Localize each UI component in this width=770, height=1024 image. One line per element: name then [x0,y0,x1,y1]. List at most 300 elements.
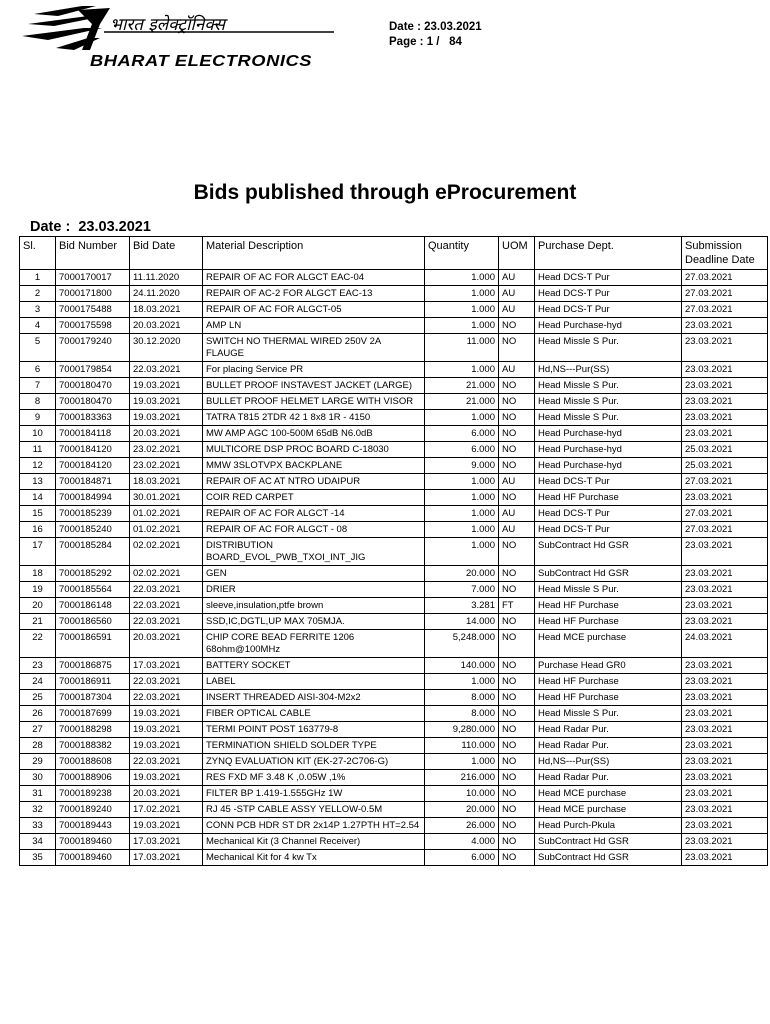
cell-sl: 25 [20,690,56,706]
cell-purchase-dept: Head HF Purchase [535,598,682,614]
cell-purchase-dept: Head Missle S Pur. [535,582,682,598]
cell-bid-number: 7000180470 [56,378,130,394]
cell-bid-date: 20.03.2021 [130,630,203,658]
cell-purchase-dept: SubContract Hd GSR [535,538,682,566]
cell-bid-number: 7000184871 [56,474,130,490]
cell-quantity: 1.000 [425,754,499,770]
bel-logo-graphic [18,4,348,70]
cell-sl: 14 [20,490,56,506]
cell-quantity: 1.000 [425,318,499,334]
cell-sl: 35 [20,850,56,866]
cell-quantity: 6.000 [425,426,499,442]
cell-material-description: MMW 3SLOTVPX BACKPLANE [203,458,425,474]
cell-submission-deadline: 23.03.2021 [682,426,768,442]
cell-submission-deadline: 23.03.2021 [682,598,768,614]
cell-quantity: 1.000 [425,270,499,286]
table-row [20,458,768,474]
cell-material-description: DRIER [203,582,425,598]
cell-bid-number: 7000189460 [56,834,130,850]
cell-bid-date: 23.02.2021 [130,458,203,474]
cell-purchase-dept: Hd,NS---Pur(SS) [535,362,682,378]
cell-sl: 17 [20,538,56,566]
cell-purchase-dept: Head Missle S Pur. [535,410,682,426]
cell-bid-number: 7000184118 [56,426,130,442]
cell-material-description: DISTRIBUTION BOARD_EVOL_PWB_TXOI_INT_JIG [203,538,425,566]
cell-uom: NO [499,850,535,866]
cell-quantity: 14.000 [425,614,499,630]
cell-purchase-dept: Head Missle S Pur. [535,706,682,722]
table-row [20,658,768,674]
cell-uom: NO [499,630,535,658]
table-row [20,318,768,334]
cell-quantity: 5,248.000 [425,630,499,658]
cell-quantity: 216.000 [425,770,499,786]
cell-bid-date: 22.03.2021 [130,754,203,770]
cell-sl: 8 [20,394,56,410]
cell-bid-number: 7000180470 [56,394,130,410]
cell-bid-date: 17.03.2021 [130,850,203,866]
cell-bid-number: 7000171800 [56,286,130,302]
cell-uom: AU [499,474,535,490]
cell-bid-number: 7000175598 [56,318,130,334]
cell-submission-deadline: 23.03.2021 [682,818,768,834]
cell-bid-number: 7000187304 [56,690,130,706]
cell-purchase-dept: Head Purchase-hyd [535,442,682,458]
cell-submission-deadline: 23.03.2021 [682,754,768,770]
cell-sl: 30 [20,770,56,786]
cell-bid-date: 22.03.2021 [130,614,203,630]
header-meta [389,20,482,50]
cell-bid-date: 11.11.2020 [130,270,203,286]
cell-purchase-dept: Hd,NS---Pur(SS) [535,754,682,770]
cell-submission-deadline: 23.03.2021 [682,786,768,802]
cell-uom: NO [499,426,535,442]
cell-bid-number: 7000189240 [56,802,130,818]
cell-bid-date: 17.03.2021 [130,658,203,674]
cell-purchase-dept: Head Purchase-hyd [535,426,682,442]
cell-sl: 21 [20,614,56,630]
cell-purchase-dept: Head Missle S Pur. [535,378,682,394]
cell-submission-deadline: 25.03.2021 [682,442,768,458]
table-row [20,690,768,706]
cell-material-description: RES FXD MF 3.48 K ,0.05W ,1% [203,770,425,786]
report-date: Date : 23.03.2021 [30,219,151,235]
cell-sl: 4 [20,318,56,334]
cell-sl: 9 [20,410,56,426]
cell-bid-number: 7000185564 [56,582,130,598]
cell-bid-date: 02.02.2021 [130,566,203,582]
cell-quantity: 9.000 [425,458,499,474]
cell-quantity: 1.000 [425,506,499,522]
cell-uom: NO [499,318,535,334]
cell-purchase-dept: Head DCS-T Pur [535,474,682,490]
cell-material-description: FIBER OPTICAL CABLE [203,706,425,722]
cell-purchase-dept: Head Missle S Pur. [535,334,682,362]
cell-uom: NO [499,566,535,582]
cell-purchase-dept: Head Radar Pur. [535,770,682,786]
cell-bid-date: 01.02.2021 [130,522,203,538]
cell-material-description: REPAIR OF AC-2 FOR ALGCT EAC-13 [203,286,425,302]
cell-submission-deadline: 23.03.2021 [682,538,768,566]
cell-sl: 24 [20,674,56,690]
cell-quantity: 10.000 [425,786,499,802]
table-row [20,738,768,754]
cell-submission-deadline: 25.03.2021 [682,458,768,474]
header-date: Date : 23.03.2021 [389,21,482,33]
page-title: Bids published through eProcurement [193,181,577,204]
cell-bid-date: 30.01.2021 [130,490,203,506]
table-row [20,834,768,850]
cell-quantity: 6.000 [425,442,499,458]
cell-bid-number: 7000185240 [56,522,130,538]
cell-bid-date: 19.03.2021 [130,770,203,786]
table-row [20,378,768,394]
cell-bid-date: 19.03.2021 [130,706,203,722]
cell-uom: AU [499,302,535,318]
cell-sl: 34 [20,834,56,850]
table-header-row [20,237,768,270]
cell-bid-date: 19.03.2021 [130,722,203,738]
cell-submission-deadline: 23.03.2021 [682,770,768,786]
bel-logo [18,4,348,70]
cell-quantity: 8.000 [425,706,499,722]
cell-uom: NO [499,786,535,802]
cell-bid-date: 19.03.2021 [130,818,203,834]
cell-bid-number: 7000189460 [56,850,130,866]
cell-bid-date: 24.11.2020 [130,286,203,302]
cell-uom: NO [499,334,535,362]
cell-bid-date: 19.03.2021 [130,738,203,754]
cell-uom: NO [499,674,535,690]
cell-purchase-dept: Head MCE purchase [535,630,682,658]
cell-submission-deadline: 23.03.2021 [682,834,768,850]
cell-quantity: 20.000 [425,802,499,818]
table-row [20,490,768,506]
cell-submission-deadline: 27.03.2021 [682,522,768,538]
cell-uom: NO [499,770,535,786]
cell-quantity: 3.281 [425,598,499,614]
cell-material-description: REPAIR OF AC AT NTRO UDAIPUR [203,474,425,490]
cell-purchase-dept: Purchase Head GR0 [535,658,682,674]
cell-bid-number: 7000186911 [56,674,130,690]
cell-submission-deadline: 23.03.2021 [682,410,768,426]
cell-sl: 7 [20,378,56,394]
cell-uom: NO [499,458,535,474]
cell-quantity: 1.000 [425,474,499,490]
cell-sl: 20 [20,598,56,614]
table-row [20,426,768,442]
cell-sl: 1 [20,270,56,286]
cell-submission-deadline: 23.03.2021 [682,722,768,738]
cell-purchase-dept: Head DCS-T Pur [535,270,682,286]
col-header-material-description: Material Description [203,237,425,270]
cell-quantity: 26.000 [425,818,499,834]
cell-bid-date: 20.03.2021 [130,426,203,442]
table-row [20,334,768,362]
cell-submission-deadline: 23.03.2021 [682,738,768,754]
cell-bid-date: 19.03.2021 [130,410,203,426]
cell-uom: NO [499,690,535,706]
cell-quantity: 21.000 [425,394,499,410]
cell-sl: 18 [20,566,56,582]
cell-submission-deadline: 27.03.2021 [682,506,768,522]
cell-bid-date: 20.03.2021 [130,786,203,802]
cell-purchase-dept: Head DCS-T Pur [535,302,682,318]
cell-uom: FT [499,598,535,614]
cell-uom: NO [499,442,535,458]
table-row [20,410,768,426]
cell-bid-number: 7000186560 [56,614,130,630]
cell-uom: NO [499,738,535,754]
cell-bid-date: 17.02.2021 [130,802,203,818]
cell-sl: 3 [20,302,56,318]
cell-purchase-dept: Head DCS-T Pur [535,522,682,538]
cell-quantity: 1.000 [425,410,499,426]
col-header-bid-date: Bid Date [130,237,203,270]
cell-sl: 12 [20,458,56,474]
cell-material-description: AMP LN [203,318,425,334]
table-row [20,786,768,802]
col-header-bid-number: Bid Number [56,237,130,270]
cell-material-description: LABEL [203,674,425,690]
cell-material-description: MW AMP AGC 100-500M 65dB N6.0dB [203,426,425,442]
cell-bid-number: 7000188298 [56,722,130,738]
cell-quantity: 1.000 [425,302,499,318]
cell-sl: 16 [20,522,56,538]
bids-table [19,236,768,866]
cell-bid-date: 22.03.2021 [130,598,203,614]
cell-purchase-dept: SubContract Hd GSR [535,834,682,850]
cell-material-description: REPAIR OF AC FOR ALGCT -14 [203,506,425,522]
cell-bid-date: 19.03.2021 [130,378,203,394]
cell-purchase-dept: Head Missle S Pur. [535,394,682,410]
cell-quantity: 110.000 [425,738,499,754]
cell-purchase-dept: Head Purchase-hyd [535,458,682,474]
cell-sl: 33 [20,818,56,834]
cell-material-description: TERMINATION SHIELD SOLDER TYPE [203,738,425,754]
cell-sl: 11 [20,442,56,458]
cell-submission-deadline: 23.03.2021 [682,674,768,690]
cell-bid-date: 18.03.2021 [130,302,203,318]
cell-bid-number: 7000175488 [56,302,130,318]
cell-quantity: 9,280.000 [425,722,499,738]
cell-sl: 31 [20,786,56,802]
cell-bid-number: 7000179240 [56,334,130,362]
cell-uom: NO [499,722,535,738]
cell-sl: 27 [20,722,56,738]
table-row [20,302,768,318]
cell-material-description: For placing Service PR [203,362,425,378]
cell-bid-number: 7000188906 [56,770,130,786]
cell-bid-date: 19.03.2021 [130,394,203,410]
cell-material-description: REPAIR OF AC FOR ALGCT-05 [203,302,425,318]
table-row [20,598,768,614]
cell-sl: 26 [20,706,56,722]
cell-submission-deadline: 23.03.2021 [682,334,768,362]
table-row [20,614,768,630]
cell-sl: 32 [20,802,56,818]
table-row [20,674,768,690]
cell-submission-deadline: 27.03.2021 [682,286,768,302]
cell-quantity: 20.000 [425,566,499,582]
header-page-number: Page : 1 / 84 [389,36,462,48]
cell-quantity: 8.000 [425,690,499,706]
cell-uom: NO [499,378,535,394]
table-row [20,706,768,722]
cell-material-description: BATTERY SOCKET [203,658,425,674]
cell-bid-number: 7000185239 [56,506,130,522]
cell-bid-number: 7000170017 [56,270,130,286]
col-header-quantity: Quantity [425,237,499,270]
cell-purchase-dept: Head HF Purchase [535,690,682,706]
cell-bid-number: 7000184994 [56,490,130,506]
cell-quantity: 1.000 [425,538,499,566]
cell-submission-deadline: 23.03.2021 [682,378,768,394]
cell-purchase-dept: Head Purch-Pkula [535,818,682,834]
table-row [20,630,768,658]
cell-material-description: RJ 45 -STP CABLE ASSY YELLOW-0.5M [203,802,425,818]
cell-purchase-dept: Head HF Purchase [535,674,682,690]
cell-material-description: REPAIR OF AC FOR ALGCT - 08 [203,522,425,538]
cell-purchase-dept: Head HF Purchase [535,614,682,630]
cell-material-description: GEN [203,566,425,582]
cell-material-description: sleeve,insulation,ptfe brown [203,598,425,614]
cell-submission-deadline: 23.03.2021 [682,490,768,506]
table-row [20,802,768,818]
cell-sl: 15 [20,506,56,522]
cell-submission-deadline: 23.03.2021 [682,658,768,674]
cell-purchase-dept: Head Purchase-hyd [535,318,682,334]
cell-bid-number: 7000188608 [56,754,130,770]
cell-material-description: FILTER BP 1.419-1.555GHz 1W [203,786,425,802]
cell-sl: 13 [20,474,56,490]
cell-material-description: ZYNQ EVALUATION KIT (EK-27-2C706-G) [203,754,425,770]
cell-bid-number: 7000187699 [56,706,130,722]
cell-material-description: CHIP CORE BEAD FERRITE 1206 68ohm@100MHz [203,630,425,658]
cell-quantity: 1.000 [425,490,499,506]
table-row [20,818,768,834]
cell-bid-number: 7000185284 [56,538,130,566]
cell-uom: NO [499,614,535,630]
cell-submission-deadline: 23.03.2021 [682,802,768,818]
cell-bid-number: 7000186148 [56,598,130,614]
cell-uom: NO [499,834,535,850]
cell-material-description: INSERT THREADED AISI-304-M2x2 [203,690,425,706]
cell-sl: 19 [20,582,56,598]
cell-sl: 6 [20,362,56,378]
logo-hindi-text: भारत इलेक्ट्रॉनिक्स [110,15,226,35]
cell-uom: NO [499,490,535,506]
cell-submission-deadline: 23.03.2021 [682,566,768,582]
cell-quantity: 140.000 [425,658,499,674]
cell-submission-deadline: 27.03.2021 [682,474,768,490]
cell-submission-deadline: 27.03.2021 [682,302,768,318]
cell-uom: NO [499,394,535,410]
cell-bid-date: 20.03.2021 [130,318,203,334]
cell-sl: 5 [20,334,56,362]
col-header-sl: Sl. [20,237,56,270]
cell-bid-number: 7000188382 [56,738,130,754]
cell-quantity: 1.000 [425,522,499,538]
cell-bid-number: 7000186875 [56,658,130,674]
cell-sl: 23 [20,658,56,674]
cell-bid-date: 22.03.2021 [130,582,203,598]
cell-submission-deadline: 23.03.2021 [682,850,768,866]
cell-bid-number: 7000185292 [56,566,130,582]
cell-uom: NO [499,802,535,818]
cell-uom: AU [499,522,535,538]
cell-quantity: 7.000 [425,582,499,598]
cell-submission-deadline: 23.03.2021 [682,614,768,630]
cell-material-description: SWITCH NO THERMAL WIRED 250V 2A FLAUGE [203,334,425,362]
cell-sl: 2 [20,286,56,302]
cell-bid-number: 7000183363 [56,410,130,426]
cell-submission-deadline: 23.03.2021 [682,318,768,334]
cell-uom: AU [499,362,535,378]
table-row [20,566,768,582]
cell-submission-deadline: 23.03.2021 [682,582,768,598]
cell-bid-date: 22.03.2021 [130,362,203,378]
cell-bid-date: 22.03.2021 [130,690,203,706]
cell-quantity: 1.000 [425,362,499,378]
table-row [20,754,768,770]
cell-material-description: REPAIR OF AC FOR ALGCT EAC-04 [203,270,425,286]
table-row [20,362,768,378]
cell-material-description: TATRA T815 2TDR 42 1 8x8 1R - 4150 [203,410,425,426]
cell-bid-date: 22.03.2021 [130,674,203,690]
table-row [20,442,768,458]
col-header-submission-deadline: Submission Deadline Date [682,237,768,270]
cell-material-description: SSD,IC,DGTL,UP MAX 705MJA. [203,614,425,630]
table-row [20,270,768,286]
table-row [20,722,768,738]
cell-material-description: Mechanical Kit (3 Channel Receiver) [203,834,425,850]
table-row [20,286,768,302]
cell-submission-deadline: 23.03.2021 [682,394,768,410]
cell-bid-date: 01.02.2021 [130,506,203,522]
col-header-uom: UOM [499,237,535,270]
cell-material-description: COIR RED CARPET [203,490,425,506]
cell-purchase-dept: Head DCS-T Pur [535,506,682,522]
table-row [20,850,768,866]
cell-uom: NO [499,754,535,770]
cell-submission-deadline: 23.03.2021 [682,706,768,722]
cell-purchase-dept: SubContract Hd GSR [535,850,682,866]
cell-bid-number: 7000186591 [56,630,130,658]
cell-material-description: Mechanical Kit for 4 kw Tx [203,850,425,866]
cell-purchase-dept: Head Radar Pur. [535,738,682,754]
cell-purchase-dept: Head Radar Pur. [535,722,682,738]
cell-bid-date: 23.02.2021 [130,442,203,458]
table-body [20,270,768,866]
cell-sl: 29 [20,754,56,770]
cell-bid-number: 7000189238 [56,786,130,802]
logo-english-text: BHARAT ELECTRONICS [90,53,312,70]
cell-uom: AU [499,286,535,302]
cell-material-description: CONN PCB HDR ST DR 2x14P 1.27PTH HT=2.54 [203,818,425,834]
cell-sl: 10 [20,426,56,442]
cell-bid-date: 30.12.2020 [130,334,203,362]
table-row [20,582,768,598]
cell-bid-date: 18.03.2021 [130,474,203,490]
cell-material-description: TERMI POINT POST 163779-8 [203,722,425,738]
cell-purchase-dept: Head MCE purchase [535,802,682,818]
cell-uom: AU [499,506,535,522]
cell-sl: 28 [20,738,56,754]
cell-bid-number: 7000184120 [56,442,130,458]
cell-quantity: 1.000 [425,286,499,302]
cell-sl: 22 [20,630,56,658]
